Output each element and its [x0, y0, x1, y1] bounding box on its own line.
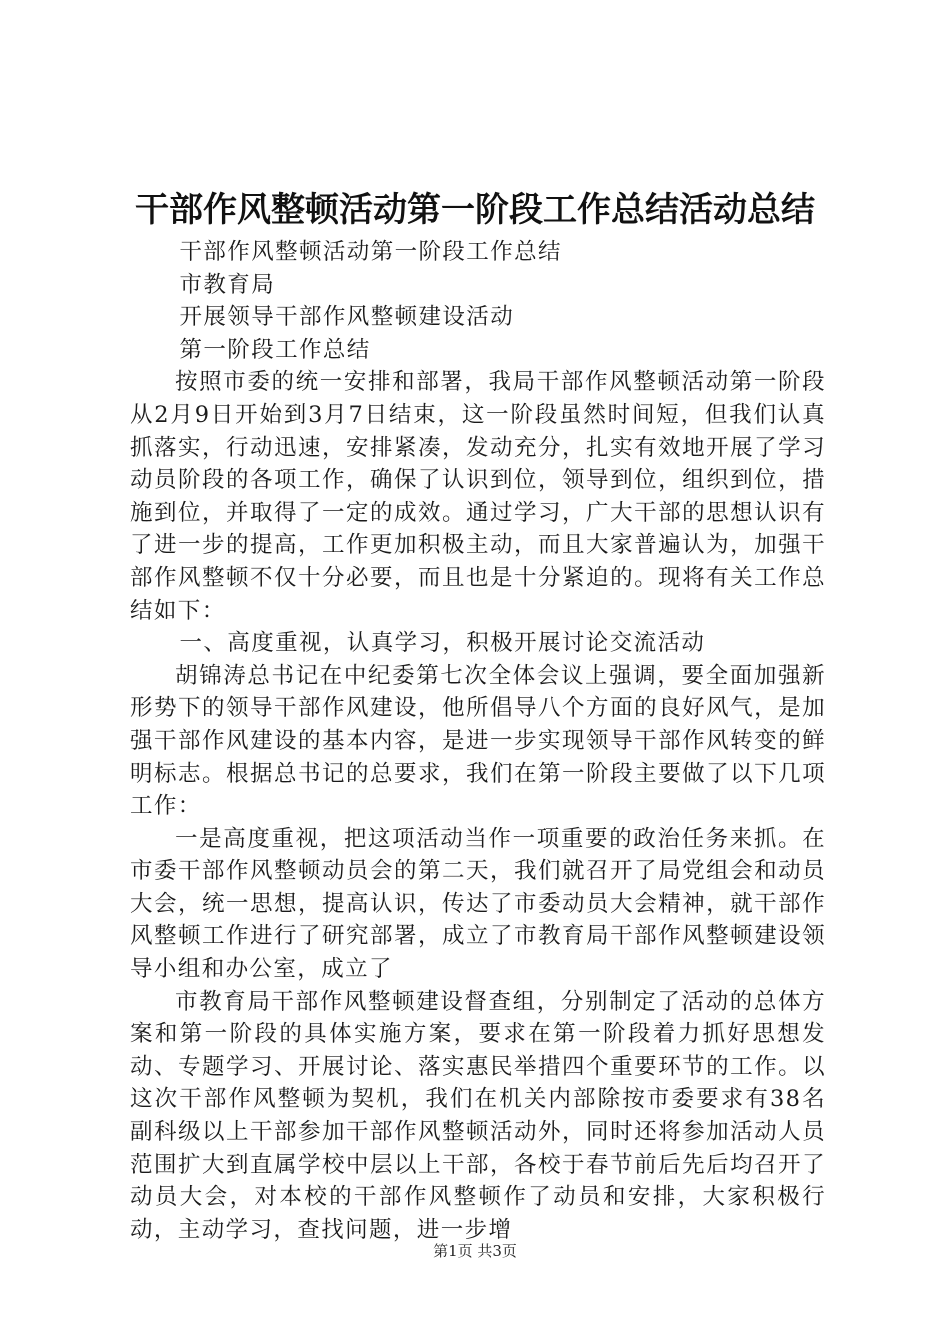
- paragraph-body: 一是高度重视，把这项活动当作一项重要的政治任务来抓。在市委干部作风整顿动员会的第二天，我们就召开了局党组会和动员大会，统一思想，提高认识，传达了市委动员大会精神，就干部作风整顿工作进行了研究部署，成立了市教育局干部作风整顿建设领导小组和办公室，成立了: [130, 825, 826, 983]
- page-footer: 第1页 共3页: [433, 1242, 517, 1260]
- paragraph-issuer: 市教育局: [179, 271, 276, 298]
- paragraph-subtitle: 干部作风整顿活动第一阶段工作总结: [179, 239, 562, 265]
- paragraph-body: 市教育局干部作风整顿建设督查组，分别制定了活动的总体方案和第一阶段的具体实施方案，要求在第一阶段着力抓好思想发动、专题学习、开展讨论、落实惠民举措四个重要环节的工作。以这次干部作风整顿为契机，我们在机关内部除按市委要求有38名副科级以上干部参加干部作风整顿活动外，同时还将参加活动人员范围扩大到直属学校中层以上干部，各校于春节前后先后均召开了动员大会，对本校的干部作风整顿作了动员和安排，大家积极行动，主动学习，查找问题，进一步增: [130, 988, 826, 1243]
- document-body: [130, 236, 826, 1246]
- paragraph-intro: 按照市委的统一安排和部署，我局干部作风整顿活动第一阶段从2月9日开始到3月7日结束，这一阶段虽然时间短，但我们认真抓落实，行动迅速，安排紧凑，发动充分，扎实有效地开展了学习动员阶段的各项工作，确保了认识到位，领导到位，组织到位，措施到位，并取得了一定的成效。通过学习，广大干部的思想认识有了进一步的提高，工作更加积极主动，而且大家普遍认为，加强干部作风整顿不仅十分必要，而且也是十分紧迫的。现将有关工作总结如下：: [130, 369, 826, 624]
- paragraph-stage-title: 第一阶段工作总结: [179, 336, 371, 363]
- document-title: 干部作风整顿活动第一阶段工作总结活动总结: [135, 190, 815, 230]
- section-heading-1: 一、高度重视，认真学习，积极开展讨论交流活动: [179, 630, 706, 657]
- paragraph-activity-name: 开展领导干部作风整顿建设活动: [179, 304, 515, 331]
- paragraph-body: 胡锦涛总书记在中纪委第七次全体会议上强调，要全面加强新形势下的领导干部作风建设，他所倡导八个方面的良好风气，是加强干部作风建设的基本内容，是进一步实现领导干部作风转变的鲜明标志。根据总书记的总要求，我们在第一阶段主要做了以下几项工作：: [130, 662, 826, 820]
